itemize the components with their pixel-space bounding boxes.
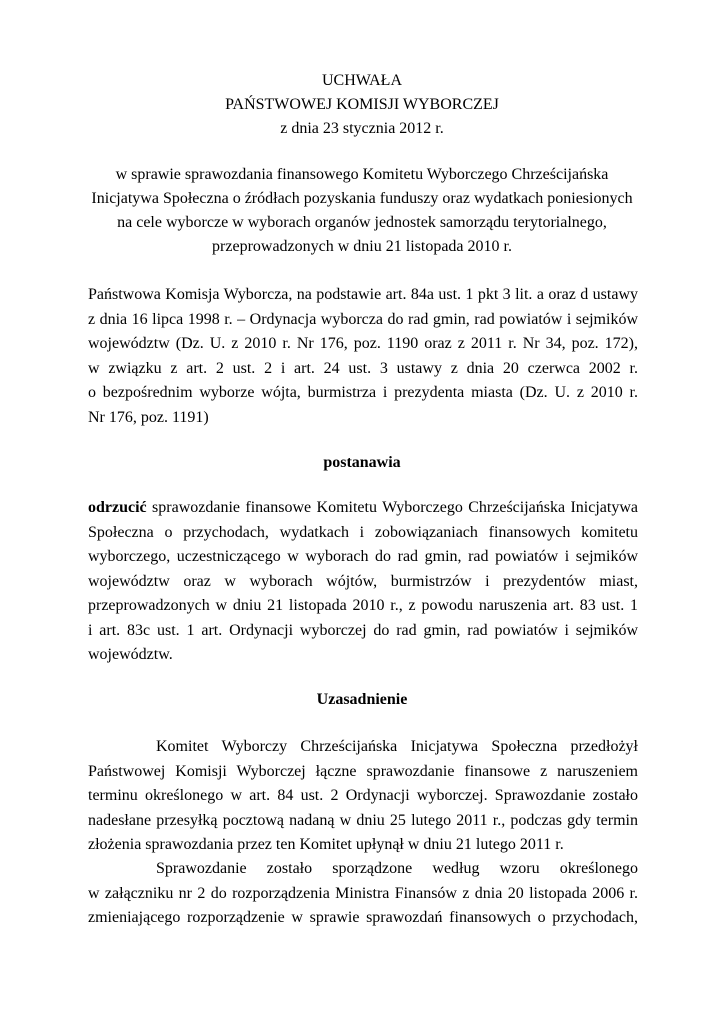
decision-line	[88, 496, 638, 521]
justification-line: Państwowej Komisji Wyborczej łączne sprawozdanie finansowe z naruszeniem	[88, 762, 638, 780]
justification-line: w załączniku nr 2 do rozporządzenia Ministra Finansów z dnia 20 listopada 2006 r.	[88, 884, 638, 902]
subject-line: na cele wyborcze w wyborach organów jednostek samorządu terytorialnego,	[117, 214, 607, 231]
justification-line: złożenia sprawozdania przez ten Komitet upłynął w dniu 21 lutego 2011 r.	[88, 836, 564, 853]
decides-heading: postanawia	[323, 454, 401, 471]
subject-line: przeprowadzonych w dniu 21 listopada 2010 r.	[212, 238, 512, 255]
subject-line: w sprawie sprawozdania finansowego Komitetu Wyborczego Chrześcijańska	[115, 166, 609, 183]
preamble-line: w związku z art. 2 ust. 2 i art. 24 ust. 3 ustawy z dnia 20 czerwca 2002 r.	[88, 359, 638, 377]
decision-paragraph	[88, 496, 638, 668]
justification-line: Komitet Wyborczy Chrześcijańska Inicjatywa Społeczna przedłożył	[156, 738, 638, 755]
preamble-paragraph	[88, 283, 638, 430]
subject-line: Inicjatywa Społeczna o źródłach pozyskania funduszy oraz wydatkach poniesionych	[91, 190, 633, 207]
decision-line: wyborczego, uczestniczącego w wyborach do rad gmin, rad powiatów i sejmików	[88, 548, 638, 565]
preamble-line: Nr 176, poz. 1191)	[88, 408, 209, 426]
justification-line: zmieniającego rozporządzenie w sprawie sprawozdań finansowych o przychodach,	[88, 909, 638, 926]
header-issuer: PAŃSTWOWEJ KOMISJI WYBORCZEJ	[225, 96, 499, 113]
justification-line: terminu określonego w art. 84 ust. 2 Ordynacji wyborczej. Sprawozdanie zostało	[88, 787, 638, 804]
document-header	[0, 69, 724, 141]
decision-line: województw oraz w wyborach wójtów, burmistrzów i prezydentów miast,	[88, 572, 638, 590]
preamble-line: z dnia 16 lipca 1998 r. – Ordynacja wyborcza do rad gmin, rad powiatów i sejmików	[88, 310, 638, 328]
justification-line: Sprawozdanie zostało sporządzone według wzoru określonego	[156, 860, 638, 877]
decision-line: i art. 83c ust. 1 art. Ordynacji wyborczej do rad gmin, rad powiatów i sejmików	[88, 621, 638, 639]
subject-block	[0, 163, 724, 259]
justification-heading: Uzasadnienie	[316, 691, 408, 708]
header-date: z dnia 23 stycznia 2012 r.	[280, 120, 444, 137]
decision-line: Społeczna o przychodach, wydatkach i zobowiązaniach finansowych komitetu	[88, 523, 638, 541]
justification-line: nadesłane przesyłką pocztową nadaną w dniu 25 lutego 2011 r., podczas gdy termin	[88, 811, 638, 829]
preamble-line: Państwowa Komisja Wyborcza, na podstawie art. 84a ust. 1 pkt 3 lit. a oraz d ustawy	[88, 286, 638, 303]
decision-first-line-text: sprawozdanie finansowe Komitetu Wyborczego Chrześcijańska Inicjatywa	[146, 499, 638, 516]
header-title: UCHWAŁA	[322, 72, 402, 89]
decision-line: województw.	[88, 646, 173, 663]
decision-keyword: odrzucić	[88, 499, 147, 516]
justification-paragraph-1	[88, 735, 638, 858]
decision-line: przeprowadzonych w dniu 21 listopada 2010 r., z powodu naruszenia art. 83 ust. 1	[88, 597, 638, 614]
preamble-line: o bezpośrednim wyborze wójta, burmistrza i prezydenta miasta (Dz. U. z 2010 r.	[88, 384, 638, 401]
justification-paragraph-2	[88, 857, 638, 931]
preamble-line: województw (Dz. U. z 2010 r. Nr 176, poz. 1190 oraz z 2011 r. Nr 34, poz. 172),	[88, 335, 638, 352]
